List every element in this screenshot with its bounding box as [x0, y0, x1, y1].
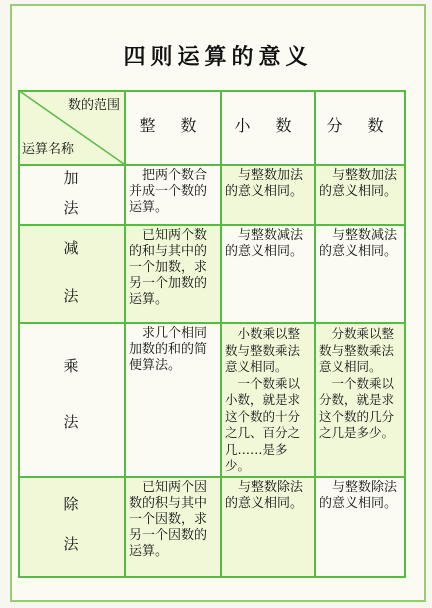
col-header-label: 小 数: [234, 116, 302, 135]
cell-multiplication-integer: 求几个相同 加数的和的简 便算法。: [126, 324, 222, 478]
row-op-division: [18, 478, 126, 578]
cell-subtraction-decimal: 与整数减法 的意义相同。: [222, 226, 316, 324]
row-op-multiplication: [18, 324, 126, 478]
cell-division-fraction: 与整数除法 的意义相同。: [316, 478, 406, 578]
cell-division-decimal: 与整数除法 的意义相同。: [222, 478, 316, 578]
col-header-integer: [126, 90, 222, 166]
row-op-addition: [18, 166, 126, 226]
cell-subtraction-fraction: 与整数减法 的意义相同。: [316, 226, 406, 324]
cell-multiplication-fraction: 分数乘以整 数与整数乘法 意义相同。 一个数乘以 分数，就是求 这个数的几分 之几是多少。: [316, 324, 406, 478]
op-char: 法: [63, 199, 79, 217]
op-char: 法: [63, 413, 79, 431]
diagonal-header-cell: [18, 90, 126, 166]
cell-division-integer: 已知两个因 数的积与其中 一个因数，求 另一个因数的 运算。: [126, 478, 222, 578]
cell-addition-decimal: 与整数加法 的意义相同。: [222, 166, 316, 226]
cell-subtraction-integer: 已知两个数 的和与其中的 一个加数，求 另一个加数的 运算。: [126, 226, 222, 324]
op-char: 乘: [63, 357, 79, 375]
cell-multiplication-decimal: 小数乘以整 数与整数乘法 意义相同。 一个数乘以 小数，就是求 这个数的十分 之几、百分之 几……是多少。: [222, 324, 316, 478]
op-label: 运算名称: [22, 142, 75, 157]
col-header-fraction: [316, 90, 406, 166]
op-char: 法: [63, 535, 79, 553]
col-header-label: 分 数: [326, 116, 394, 135]
op-char: 减: [63, 239, 79, 257]
op-char: 除: [63, 495, 79, 513]
range-label: 数的范围: [67, 98, 120, 113]
cell-addition-integer: 把两个数合 并成一个数的 运算。: [126, 166, 222, 226]
col-header-label: 整 数: [139, 116, 207, 135]
op-char: 加: [63, 169, 79, 187]
page-title: 四则运算的意义: [123, 45, 313, 70]
col-header-decimal: [222, 90, 316, 166]
op-char: 法: [63, 287, 79, 305]
cell-addition-fraction: 与整数加法 的意义相同。: [316, 166, 406, 226]
row-op-subtraction: [18, 226, 126, 324]
